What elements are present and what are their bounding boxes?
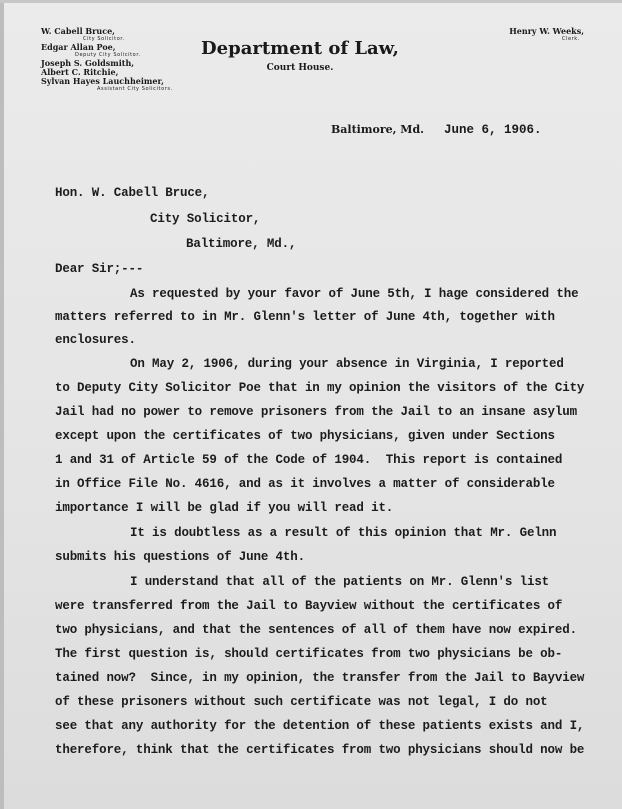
letterhead-clerk xyxy=(509,27,584,43)
department-title: Department of Law, xyxy=(201,38,399,59)
address-line: Baltimore, Md., xyxy=(186,237,297,251)
dateline-city: Baltimore, Md. xyxy=(331,123,424,136)
address-line: City Solicitor, xyxy=(150,212,261,226)
body-line: two physicians, and that the sentences of all of them have now expired. xyxy=(55,623,577,637)
body-line: in Office File No. 4616, and as it involves a matter of considerable xyxy=(55,477,555,491)
clerk-title: Clerk. xyxy=(561,36,580,42)
body-line: The first question is, should certificates from two physicians be ob- xyxy=(55,647,563,661)
letterhead-center xyxy=(200,38,400,73)
staff-title: Assistant City Solicitors. xyxy=(97,86,173,92)
body-line: therefore, think that the certificates from two physicians should now be xyxy=(55,743,585,757)
body-line: see that any authority for the detention of these patients exists and I, xyxy=(55,719,585,733)
staff-name: Edgar Allan Poe, xyxy=(41,42,116,52)
scan-edge-left xyxy=(0,0,4,809)
staff-name: Sylvan Hayes Lauchheimer, xyxy=(41,76,164,86)
body-line: submits his questions of June 4th. xyxy=(55,550,305,564)
staff-name: Albert C. Ritchie, xyxy=(41,67,119,77)
letterhead-staff-list xyxy=(41,27,201,93)
staff-name: Joseph S. Goldsmith, xyxy=(41,58,135,68)
body-line: of these prisoners without such certificate was not legal, I do not xyxy=(55,695,548,709)
body-line: It is doubtless as a result of this opinion that Mr. Gelnn xyxy=(130,526,557,540)
body-line: importance I will be glad if you will read it. xyxy=(55,501,394,515)
staff-title: Deputy City Solicitor. xyxy=(75,52,141,58)
body-line: 1 and 31 of Article 59 of the Code of 1904. This report is contained xyxy=(55,453,563,467)
dateline xyxy=(331,123,542,137)
staff-name: W. Cabell Bruce, xyxy=(41,26,115,36)
address-line: Hon. W. Cabell Bruce, xyxy=(55,186,210,200)
scan-edge-top xyxy=(0,0,622,3)
staff-title: City Solicitor. xyxy=(83,36,125,42)
body-line: matters referred to in Mr. Glenn's letter of June 4th, together with xyxy=(55,310,555,324)
clerk-name: Henry W. Weeks, xyxy=(509,26,584,36)
building-name: Court House. xyxy=(266,63,334,73)
body-line: to Deputy City Solicitor Poe that in my opinion the visitors of the City xyxy=(55,381,585,395)
body-line: except upon the certificates of two physicians, given under Sections xyxy=(55,429,555,443)
body-line: As requested by your favor of June 5th, I hage considered the xyxy=(130,287,579,301)
body-line: were transferred from the Jail to Bayview without the certificates of xyxy=(55,599,563,613)
body-line: tained now? Since, in my opinion, the transfer from the Jail to Bayview xyxy=(55,671,585,685)
dateline-date: June 6, 1906. xyxy=(444,123,542,137)
body-line: enclosures. xyxy=(55,333,136,347)
body-line: I understand that all of the patients on Mr. Glenn's list xyxy=(130,575,550,589)
salutation: Dear Sir;--- xyxy=(55,262,144,276)
body-line: On May 2, 1906, during your absence in Virginia, I reported xyxy=(130,357,564,371)
body-line: Jail had no power to remove prisoners from the Jail to an insane asylum xyxy=(55,405,577,419)
